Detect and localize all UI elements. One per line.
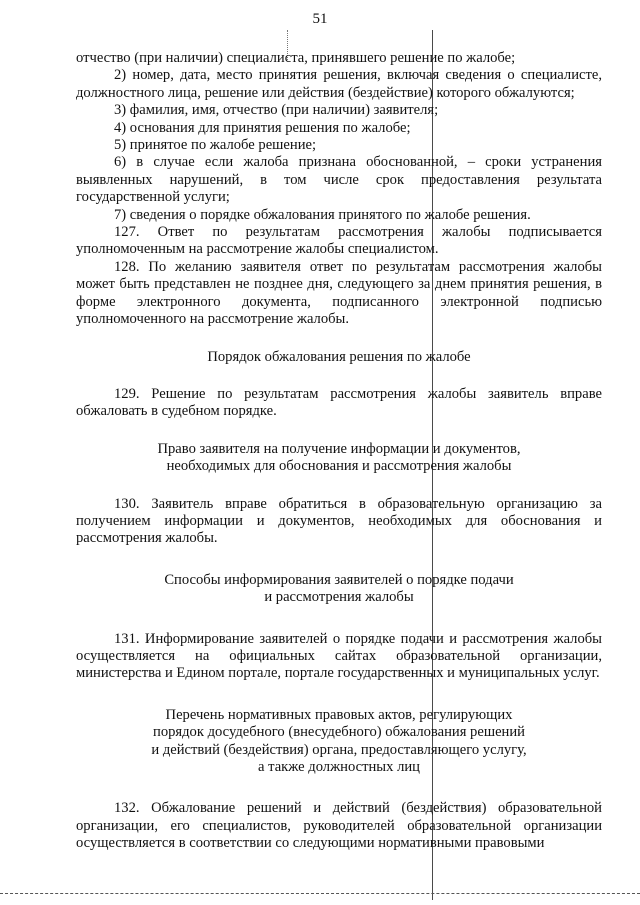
paragraph-130: 130. Заявитель вправе обратиться в образовательную организацию за получением информации и документов, необходимых для обоснования и рассмотрения жалобы. — [76, 495, 602, 547]
heading-inform-methods-line-1: Способы информирования заявителей о порядке подачи — [164, 571, 514, 588]
paragraph-127: 127. Ответ по результатам рассмотрения жалобы подписывается уполномоченным на рассмотрение жалобы специалистом. — [76, 224, 602, 258]
paragraph-131: 131. Информирование заявителей о порядке подачи и рассмотрения жалобы осуществляется на официальных сайтах образовательной организации, министерства и Едином портале, портале государственных и муниципальных услуг. — [76, 630, 602, 682]
page-number: 51 — [312, 11, 328, 27]
heading-legal-acts-line-1: Перечень нормативных правовых актов, регулирующих — [165, 706, 513, 723]
heading-legal-acts-line-3: и действий (бездействия) органа, предоставляющего услугу, — [151, 741, 527, 758]
heading-right-to-info-line-1: Право заявителя на получение информации и документов, — [157, 440, 521, 457]
paragraph-item-3: 3) фамилия, имя, отчество (при наличии) заявителя; — [114, 102, 439, 119]
paragraph-item-7: 7) сведения о порядке обжалования принятого по жалобе решения. — [114, 206, 531, 223]
paragraph-item-6: 6) в случае если жалоба признана обоснованной, – сроки устранения выявленных нарушений, в том числе срок предоставления результата государственной услуги; — [76, 154, 602, 206]
heading-legal-acts-line-4: а также должностных лиц — [258, 759, 420, 775]
paragraph-item-2: 2) номер, дата, место принятия решения, включая сведения о специалисте, должностного лица, решение или действия (бездействие) которого обжалуются; — [76, 67, 602, 101]
paragraph-item-5: 5) принятое по жалобе решение; — [114, 137, 317, 154]
paragraph-129: 129. Решение по результатам рассмотрения жалобы заявитель вправе обжаловать в судебном порядке. — [76, 385, 602, 420]
heading-inform-methods-line-2: и рассмотрения жалобы — [264, 589, 414, 606]
heading-legal-acts-line-2: порядок досудебного (внесудебного) обжалования решений — [153, 724, 525, 741]
document-body — [76, 50, 602, 853]
paragraph-132: 132. Обжалование решений и действий (бездействия) образовательной организации, его специалистов, руководителей образовательной организации осуществляется в соответствии со следующими нормативными правовыми — [76, 800, 602, 852]
heading-appeal-procedure: Порядок обжалования решения по жалобе — [207, 348, 471, 365]
heading-right-to-info-line-2: необходимых для обоснования и рассмотрения жалобы — [166, 458, 512, 475]
paragraph-128: 128. По желанию заявителя ответ по результатам рассмотрения жалобы может быть представлен не позднее дня, следующего за днем принятия решения, в форме электронного документа, подписанного электронной подписью уполномоченного на рассмотрение жалобы. — [76, 258, 602, 328]
scan-bottom-edge — [0, 893, 640, 894]
paragraph-intro: отчество (при наличии) специалиста, принявшего решение по жалобе; — [76, 50, 516, 66]
paragraph-item-4: 4) основания для принятия решения по жалобе; — [114, 119, 411, 136]
